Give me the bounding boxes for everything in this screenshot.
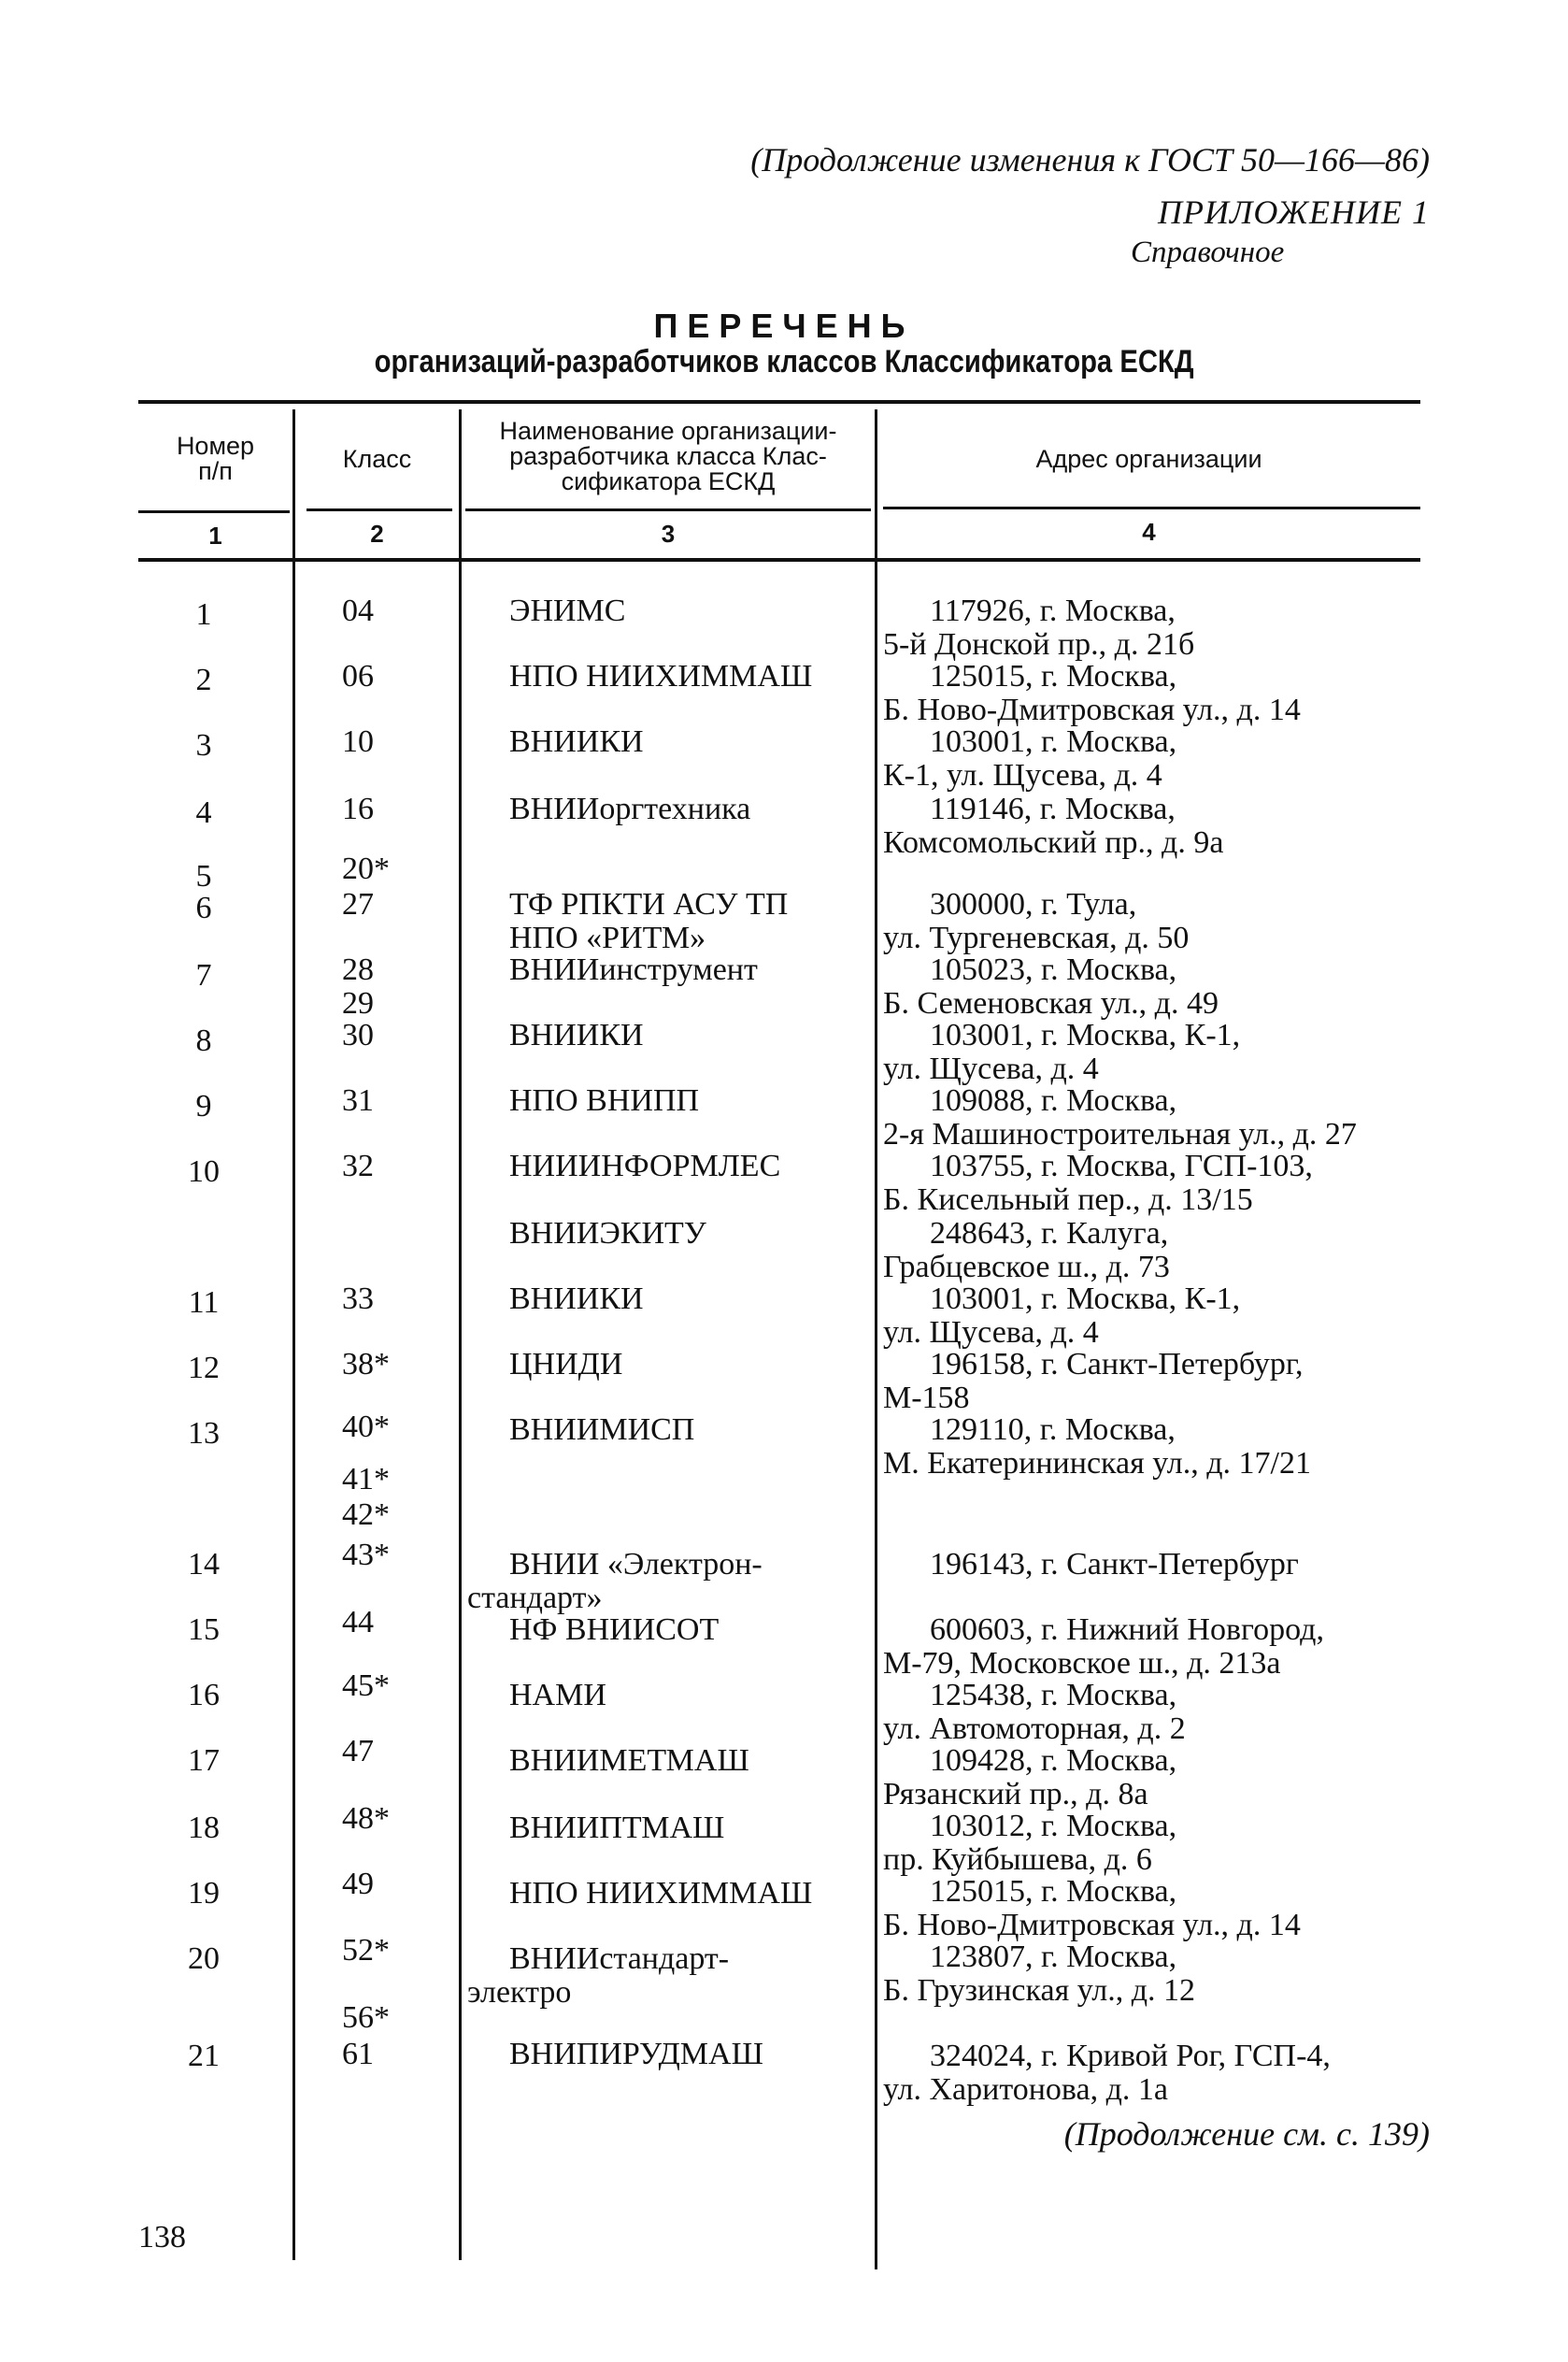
row-address: [883, 1613, 1324, 1681]
row-number: 2: [195, 663, 212, 697]
row-class: [342, 953, 374, 1021]
address-line2: Б. Ново-Дмитровская ул., д. 14: [883, 1908, 1301, 1942]
organization-line1: ВНИИ «Электрон-: [509, 1547, 763, 1582]
row-class: 38*: [342, 1347, 390, 1381]
row-organization: [467, 1941, 730, 2010]
row-number: 6: [195, 891, 212, 925]
address-line2: Б. Грузинская ул., д. 12: [883, 1973, 1196, 2008]
row-address: [883, 1548, 1299, 1582]
address-line1: 125015, г. Москва,: [930, 1874, 1177, 1909]
row-number: 1: [195, 597, 212, 632]
row-organization: ВНИИКИ: [509, 1281, 644, 1316]
row-number: 5: [195, 859, 212, 894]
address-line1: 300000, г. Тула,: [930, 887, 1137, 922]
address-line2: 2-я Машиностроительная ул., д. 27: [883, 1117, 1357, 1152]
organization-line1: ВНИИстандарт-: [509, 1941, 730, 1976]
row-organization: НПО НИИХИММАШ: [509, 1876, 813, 1911]
row-number: 4: [195, 795, 212, 830]
row-class: 49: [342, 1867, 374, 1901]
row-address: [883, 1744, 1176, 1811]
row-class: 43*: [342, 1538, 390, 1572]
address-line1: 103012, г. Москва,: [930, 1809, 1177, 1843]
address-line1: 125438, г. Москва,: [930, 1678, 1177, 1712]
address-line1: 324024, г. Кривой Рог, ГСП-4,: [930, 2039, 1331, 2073]
address-line1: 105023, г. Москва,: [930, 952, 1177, 987]
address-line2: М-158: [883, 1381, 970, 1415]
row-class: [342, 1933, 390, 2036]
table-top-rule: [138, 400, 1420, 404]
page-number: 138: [138, 2220, 186, 2255]
row-address: [883, 1413, 1311, 1481]
organization-line2: электро: [467, 1975, 572, 2010]
address-line2: Рязанский пр., д. 8а: [883, 1777, 1148, 1811]
row-number: 16: [188, 1678, 220, 1712]
row-number: 10: [188, 1154, 220, 1189]
column-header-number: [138, 434, 292, 484]
column-header-address: [877, 447, 1420, 472]
column-divider-1: [292, 409, 295, 2260]
class-code: 40*: [342, 1410, 390, 1444]
row-class: 10: [342, 724, 374, 759]
column-divider-2: [459, 409, 462, 2260]
organization-line2: НПО «РИТМ»: [509, 921, 706, 955]
row-organization: ЦНИДИ: [509, 1347, 623, 1381]
row-class: 33: [342, 1281, 374, 1316]
header-sub-rule-col2: [306, 508, 452, 511]
row-organization: ВНИИКИ: [509, 1018, 644, 1052]
address-line2: Б. Кисельный пер., д. 13/15: [883, 1182, 1253, 1217]
address-line2: ул. Щусева, д. 4: [883, 1052, 1099, 1086]
header-sub-rule-col4: [883, 507, 1420, 509]
row-address: [883, 1282, 1240, 1350]
column-number-3: 3: [661, 520, 676, 548]
class-code: 29: [342, 986, 374, 1021]
continuation-note: (Продолжение см. с. 139): [1063, 2115, 1430, 2153]
row-organization: ВНИИоргтехника: [509, 792, 751, 826]
row-number: 12: [188, 1351, 220, 1385]
column-header-organization-line1: Наименование организации-: [499, 417, 837, 445]
row-number: 15: [188, 1612, 220, 1647]
row-organization: ЭНИМС: [509, 594, 626, 628]
row-number: 21: [188, 2039, 220, 2073]
row-organization: ВНИИМЕТМАШ: [509, 1743, 749, 1778]
row-number: 3: [195, 728, 212, 763]
address-line2: Грабцевское ш., д. 73: [883, 1250, 1170, 1284]
address-line1: 119146, г. Москва,: [930, 792, 1176, 826]
column-header-number-line2: п/п: [198, 457, 233, 485]
document-continuation-header: (Продолжение изменения к ГОСТ 50—166—86): [750, 141, 1430, 179]
row-organization: НАМИ: [509, 1678, 606, 1712]
row-organization: ВНИИинструмент: [509, 952, 758, 987]
address-line1: 600603, г. Нижний Новгород,: [930, 1612, 1324, 1647]
row-address: [883, 2040, 1331, 2107]
row-number: 17: [188, 1743, 220, 1778]
row-organization: [509, 888, 788, 955]
header-bottom-rule: [138, 558, 1420, 562]
row-organization: ВНИИКИ: [509, 724, 644, 759]
row-address: [883, 953, 1219, 1021]
appendix-label: ПРИЛОЖЕНИЕ 1: [1158, 193, 1430, 231]
address-line2: Б. Семеновская ул., д. 49: [883, 986, 1219, 1021]
class-code: 52*: [342, 1933, 390, 1968]
address-line1: 109428, г. Москва,: [930, 1743, 1177, 1778]
row-class: 20*: [342, 852, 390, 886]
address-line2: Комсомольский пр., д. 9а: [883, 825, 1224, 860]
class-code: 42*: [342, 1497, 390, 1532]
column-number-4: 4: [1142, 518, 1156, 546]
column-header-organization-line2: разработчика класса Клас-: [509, 442, 827, 470]
row-address: [883, 888, 1189, 955]
row-number: 8: [195, 1024, 212, 1058]
column-header-class-line1: Класс: [342, 445, 412, 473]
column-header-class: [295, 447, 459, 472]
row-organization: НИИИНФОРМЛЕС: [509, 1149, 781, 1183]
column-header-organization-line3: сификатора ЕСКД: [561, 467, 776, 495]
header-sub-rule-col3: [465, 508, 871, 511]
address-line1: 248643, г. Калуга,: [930, 1216, 1169, 1251]
address-line1: 103001, г. Москва, К-1,: [930, 1281, 1241, 1316]
address-line2: ул. Харитонова, д. 1а: [883, 2072, 1169, 2107]
row-address: [883, 1875, 1301, 1942]
address-line2: К-1, ул. Щусева, д. 4: [883, 758, 1162, 793]
row-class: 04: [342, 594, 374, 628]
address-line1: 109088, г. Москва,: [930, 1083, 1177, 1118]
page-subtitle: организаций-разработчиков классов Классификатора ЕСКД: [374, 344, 1194, 379]
page-title: ПЕРЕЧЕНЬ: [653, 307, 915, 345]
row-address: [883, 1679, 1186, 1746]
address-line1: 117926, г. Москва,: [930, 594, 1176, 628]
organization-line2: стандарт»: [467, 1581, 603, 1615]
row-class: 44: [342, 1605, 374, 1639]
row-organization: ВНИПИРУДМАШ: [509, 2037, 763, 2071]
row-class: 31: [342, 1083, 374, 1118]
row-organization: НФ ВНИИСОТ: [509, 1612, 720, 1647]
row-address: [883, 1940, 1195, 2008]
row-address: [883, 1810, 1176, 1877]
row-address: [883, 725, 1176, 793]
column-divider-3: [875, 409, 877, 2269]
column-number-1: 1: [208, 522, 222, 550]
address-line2: ул. Щусева, д. 4: [883, 1315, 1099, 1350]
address-line2: ул. Автомоторная, д. 2: [883, 1711, 1186, 1746]
row-address: [883, 1150, 1313, 1217]
row-class: 06: [342, 659, 374, 694]
address-line1: 103001, г. Москва, К-1,: [930, 1018, 1241, 1052]
row-address: [883, 660, 1301, 727]
row-number: 13: [188, 1416, 220, 1451]
address-line2: 5-й Донской пр., д. 21б: [883, 627, 1195, 662]
row-number: 11: [188, 1285, 220, 1320]
address-line1: 129110, г. Москва,: [930, 1412, 1176, 1447]
class-code: 56*: [342, 2000, 390, 2035]
row-class: 45*: [342, 1668, 390, 1703]
row-organization: [467, 1547, 763, 1615]
address-line1: 103001, г. Москва,: [930, 724, 1177, 759]
row-class: 47: [342, 1734, 374, 1768]
row-class: 27: [342, 887, 374, 922]
row-organization: ВНИИЭКИТУ: [509, 1216, 706, 1251]
address-line1: 196143, г. Санкт-Петербург: [930, 1547, 1299, 1582]
address-line1: 125015, г. Москва,: [930, 659, 1177, 694]
appendix-type: Справочное: [1131, 236, 1285, 269]
address-line2: ул. Тургеневская, д. 50: [883, 921, 1190, 955]
row-organization: НПО НИИХИММАШ: [509, 659, 813, 694]
row-class: 16: [342, 792, 374, 826]
row-class: 61: [342, 2037, 374, 2071]
row-organization: НПО ВНИПП: [509, 1083, 700, 1118]
row-number: 7: [195, 958, 212, 993]
row-number: 18: [188, 1811, 220, 1845]
row-address: [883, 1019, 1240, 1086]
address-line2: Б. Ново-Дмитровская ул., д. 14: [883, 693, 1301, 727]
row-class: [342, 1410, 390, 1533]
row-class: 48*: [342, 1801, 390, 1836]
row-number: 20: [188, 1941, 220, 1976]
class-code: 41*: [342, 1462, 390, 1496]
column-number-2: 2: [370, 520, 384, 548]
row-number: 14: [188, 1547, 220, 1582]
address-line2: М. Екатерининская ул., д. 17/21: [883, 1446, 1311, 1481]
column-header-number-line1: Номер: [176, 432, 255, 460]
row-number: 9: [195, 1089, 212, 1124]
address-line1: 196158, г. Санкт-Петербург,: [930, 1347, 1304, 1381]
row-address: [883, 793, 1223, 860]
address-line1: 123807, г. Москва,: [930, 1940, 1177, 1974]
row-class: 32: [342, 1149, 374, 1183]
address-line2: М-79, Московское ш., д. 213а: [883, 1646, 1281, 1681]
row-organization: ВНИИПТМАШ: [509, 1811, 725, 1845]
column-header-organization: [462, 419, 875, 494]
row-organization: ВНИИМИСП: [509, 1412, 695, 1447]
address-line1: 103755, г. Москва, ГСП-103,: [930, 1149, 1313, 1183]
organization-line1: ТФ РПКТИ АСУ ТП: [509, 887, 789, 922]
row-class: 30: [342, 1018, 374, 1052]
address-line2: пр. Куйбышева, д. 6: [883, 1842, 1152, 1877]
row-address: [883, 1084, 1357, 1152]
row-address: [883, 594, 1194, 662]
row-number: 19: [188, 1876, 220, 1911]
class-code: 28: [342, 952, 374, 987]
row-address: [883, 1217, 1170, 1284]
row-address: [883, 1348, 1304, 1415]
header-sub-rule-col1: [138, 510, 290, 513]
column-header-address-line1: Адрес организации: [1035, 445, 1262, 473]
